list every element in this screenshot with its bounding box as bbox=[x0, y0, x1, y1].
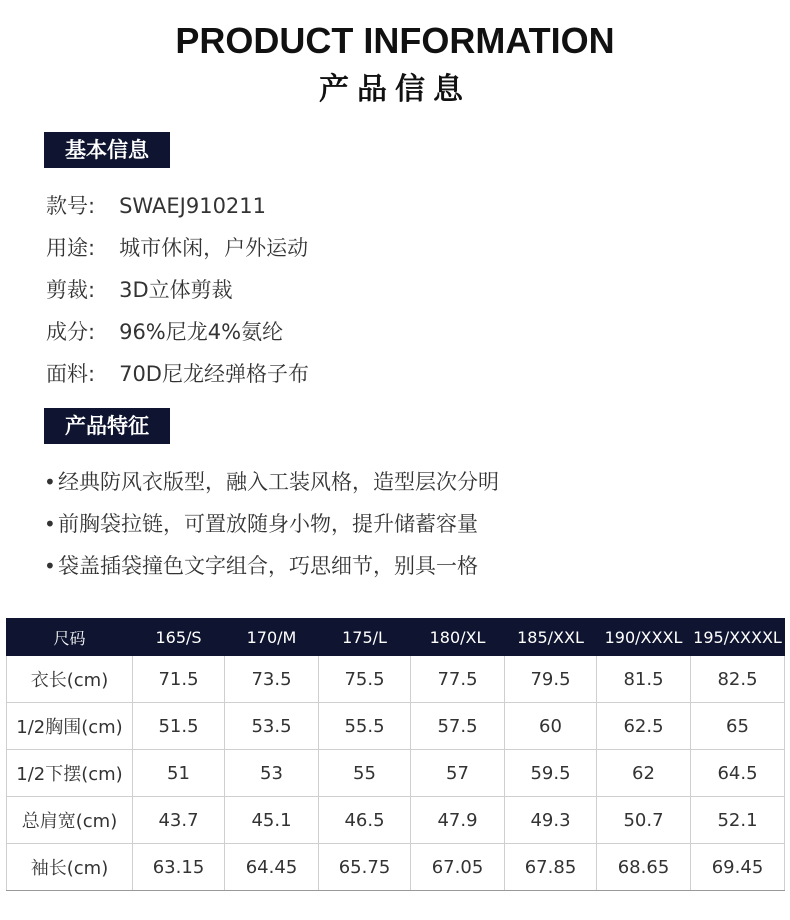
table-cell: 52.1 bbox=[691, 797, 785, 844]
table-cell: 63.15 bbox=[133, 844, 225, 891]
page-title-english: PRODUCT INFORMATION bbox=[175, 20, 615, 61]
size-header-row bbox=[7, 619, 785, 656]
row-label: 衣长(cm) bbox=[7, 656, 133, 703]
info-value: 3D立体剪裁 bbox=[119, 278, 233, 302]
header-cell: 170/M bbox=[225, 619, 319, 656]
bullet-icon: • bbox=[44, 554, 56, 578]
table-row bbox=[7, 703, 785, 750]
header-cell: 185/XXL bbox=[505, 619, 597, 656]
bullet-icon: • bbox=[44, 512, 56, 536]
feature-text: 经典防风衣版型，融入工装风格，造型层次分明 bbox=[58, 470, 499, 494]
info-key: 成分: bbox=[46, 320, 96, 344]
table-cell: 45.1 bbox=[225, 797, 319, 844]
table-cell: 67.05 bbox=[411, 844, 505, 891]
table-cell: 53 bbox=[225, 750, 319, 797]
header-cell: 180/XL bbox=[411, 619, 505, 656]
row-label: 1/2胸围(cm) bbox=[7, 703, 133, 750]
table-cell: 49.3 bbox=[505, 797, 597, 844]
table-cell: 47.9 bbox=[411, 797, 505, 844]
feature-item bbox=[44, 504, 499, 546]
info-value: 70D尼龙经弹格子布 bbox=[119, 362, 309, 386]
table-cell: 51 bbox=[133, 750, 225, 797]
info-key: 用途: bbox=[46, 236, 96, 260]
table-cell: 77.5 bbox=[411, 656, 505, 703]
table-cell: 82.5 bbox=[691, 656, 785, 703]
table-cell: 65 bbox=[691, 703, 785, 750]
bullet-icon: • bbox=[44, 470, 56, 494]
page-title-chinese: 产品信息 bbox=[319, 72, 471, 107]
info-value: SWAEJ910211 bbox=[119, 194, 267, 218]
table-cell: 62.5 bbox=[597, 703, 691, 750]
header-cell: 195/XXXXL bbox=[691, 619, 785, 656]
table-cell: 81.5 bbox=[597, 656, 691, 703]
feature-list bbox=[44, 462, 499, 588]
table-row bbox=[7, 844, 785, 891]
info-row-composition bbox=[46, 312, 309, 354]
header-cell: 190/XXXL bbox=[597, 619, 691, 656]
header-cell: 165/S bbox=[133, 619, 225, 656]
section-label-basic-info: 基本信息 bbox=[44, 132, 170, 168]
table-cell: 69.45 bbox=[691, 844, 785, 891]
row-label: 1/2下摆(cm) bbox=[7, 750, 133, 797]
table-cell: 57 bbox=[411, 750, 505, 797]
row-label: 总肩宽(cm) bbox=[7, 797, 133, 844]
table-cell: 59.5 bbox=[505, 750, 597, 797]
table-cell: 51.5 bbox=[133, 703, 225, 750]
feature-item bbox=[44, 546, 499, 588]
info-key: 款号: bbox=[46, 194, 96, 218]
section-label-features: 产品特征 bbox=[44, 408, 170, 444]
info-value: 城市休闲，户外运动 bbox=[119, 236, 309, 260]
table-cell: 75.5 bbox=[319, 656, 411, 703]
table-cell: 55.5 bbox=[319, 703, 411, 750]
table-cell: 57.5 bbox=[411, 703, 505, 750]
feature-text: 袋盖插袋撞色文字组合，巧思细节，别具一格 bbox=[58, 554, 478, 578]
table-cell: 53.5 bbox=[225, 703, 319, 750]
table-cell: 50.7 bbox=[597, 797, 691, 844]
table-cell: 60 bbox=[505, 703, 597, 750]
table-row bbox=[7, 750, 785, 797]
info-row-usage bbox=[46, 228, 309, 270]
info-key: 剪裁: bbox=[46, 278, 96, 302]
table-cell: 71.5 bbox=[133, 656, 225, 703]
table-cell: 68.65 bbox=[597, 844, 691, 891]
table-cell: 67.85 bbox=[505, 844, 597, 891]
table-cell: 62 bbox=[597, 750, 691, 797]
table-cell: 64.5 bbox=[691, 750, 785, 797]
table-cell: 46.5 bbox=[319, 797, 411, 844]
row-label: 袖长(cm) bbox=[7, 844, 133, 891]
table-row bbox=[7, 797, 785, 844]
table-cell: 79.5 bbox=[505, 656, 597, 703]
header-cell: 175/L bbox=[319, 619, 411, 656]
table-cell: 64.45 bbox=[225, 844, 319, 891]
header-cell-size: 尺码 bbox=[7, 619, 133, 656]
feature-text: 前胸袋拉链，可置放随身小物，提升储蓄容量 bbox=[58, 512, 478, 536]
info-row-cut bbox=[46, 270, 309, 312]
table-row bbox=[7, 656, 785, 703]
feature-item bbox=[44, 462, 499, 504]
info-value: 96%尼龙4%氨纶 bbox=[119, 320, 284, 344]
table-cell: 55 bbox=[319, 750, 411, 797]
table-cell: 73.5 bbox=[225, 656, 319, 703]
info-row-fabric bbox=[46, 354, 309, 396]
size-chart-table bbox=[6, 618, 785, 891]
info-row-style-number bbox=[46, 186, 309, 228]
table-cell: 65.75 bbox=[319, 844, 411, 891]
table-cell: 43.7 bbox=[133, 797, 225, 844]
basic-info-list bbox=[46, 186, 309, 396]
info-key: 面料: bbox=[46, 362, 96, 386]
